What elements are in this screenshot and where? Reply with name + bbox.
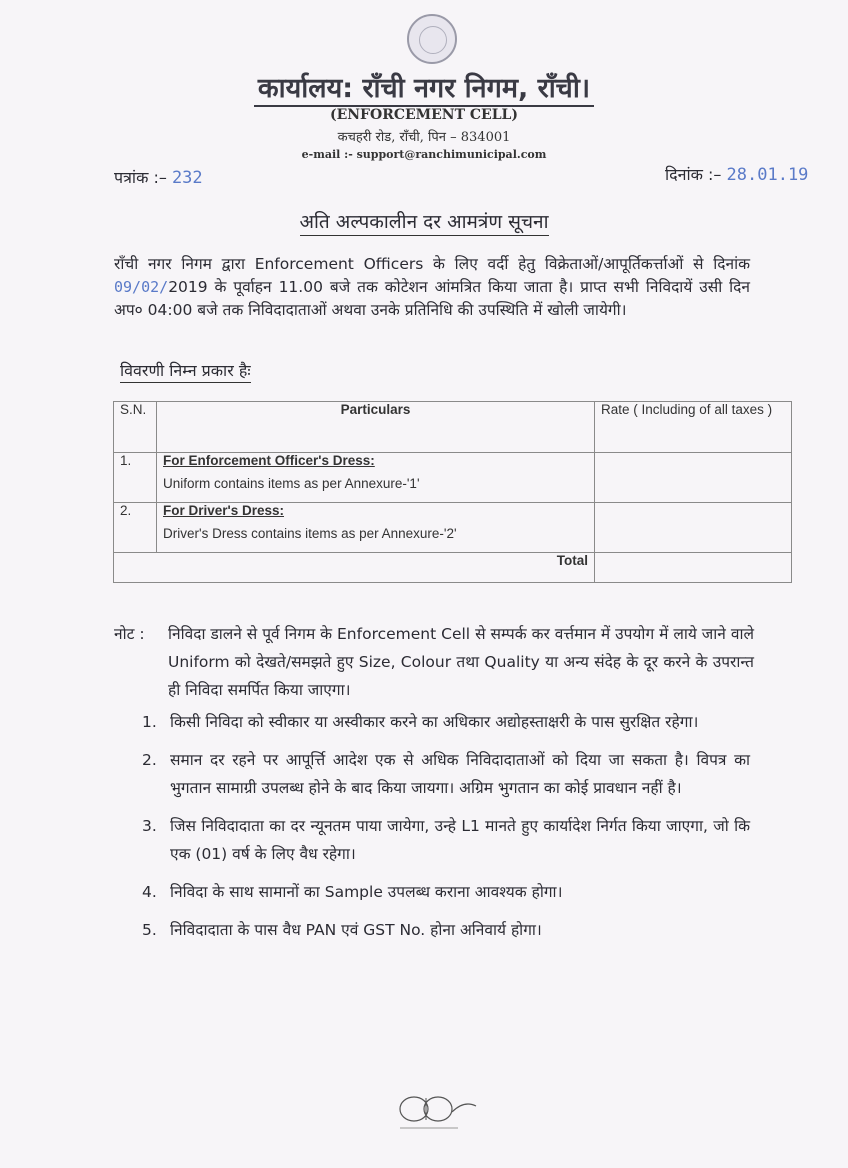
office-email: e-mail :- support@ranchimunicipal.com: [301, 148, 547, 161]
total-value: [595, 553, 792, 583]
date-label: दिनांक :–: [665, 165, 722, 184]
row-sn: 1.: [114, 453, 157, 503]
section-heading: विवरणी निम्न प्रकार हैः: [120, 359, 251, 383]
row-title: For Driver's Dress:: [163, 503, 285, 518]
row-rate: [595, 503, 792, 553]
row-particulars: [157, 503, 595, 553]
reference-label: पत्रांक :–: [114, 168, 167, 187]
date-value: 28.01.19: [726, 165, 809, 185]
emblem-seal-icon: [407, 14, 457, 64]
tender-date-handwritten: 09/02/: [114, 278, 169, 296]
office-title: कार्यालय: राँची नगर निगम, राँची।: [0, 68, 848, 105]
list-item: 1. किसी निविदा को स्वीकार या अस्वीकार करने का अधिकार अद्योहस्ताक्षरी के पास सुरक्षित रहेगा।: [142, 713, 699, 731]
reference-value: 232: [171, 168, 203, 188]
total-label: Total: [114, 553, 595, 583]
swachh-bharat-logo-icon: [388, 1092, 480, 1132]
notice-title: अति अल्पकालीन दर आमत्रंण सूचना: [0, 208, 848, 234]
note-label: नोट :: [114, 625, 145, 643]
list-item: 4. निविदा के साथ सामानों का Sample उपलब्ध कराना आवश्यक होगा।: [142, 883, 563, 901]
row-rate: [595, 453, 792, 503]
table-row: [114, 453, 792, 503]
note-text: निविदा डालने से पूर्व निगम के Enforcement Cell से सम्पर्क कर वर्त्तमान में उपयोग में लाये जाने वाले Uniform को देखते/समझते हुए Size, Colour तथा Quality या अन्य संदेह के दूर करने के उपरान्त ही निविदा समर्पित किया जाएगा।: [168, 625, 754, 699]
cell-name: (ENFORCEMENT CELL): [329, 107, 519, 123]
letter-date: [665, 163, 808, 185]
conditions-list: [114, 708, 750, 954]
list-item: 2. समान दर रहने पर आपूर्त्ति आदेश एक से अधिक निविदादाताओं को दिया जा सकता है। विपत्र का भुगतान सामाग्री उपलब्ध होने के बाद किया जायगा। अग्रिम भुगतान का कोई प्रावधान नहीं है।: [142, 751, 750, 797]
items-table: [113, 401, 792, 583]
header-sn: S.N.: [114, 402, 157, 453]
table-header-row: [114, 402, 792, 453]
table-row: [114, 503, 792, 553]
header-particulars: Particulars: [157, 402, 595, 453]
office-address: कचहरी रोड, राँची, पिन – 834001: [337, 130, 511, 145]
row-sn: 2.: [114, 503, 157, 553]
list-item: 5. निविदादाता के पास वैध PAN एवं GST No. होना अनिवार्य होगा।: [142, 921, 542, 939]
reference-number: [114, 166, 203, 188]
row-desc: Driver's Dress contains items as per Annexure-'2': [163, 526, 457, 541]
table-total-row: [114, 553, 792, 583]
header-rate: Rate ( Including of all taxes ): [595, 402, 792, 453]
row-particulars: [157, 453, 595, 503]
note-block: [114, 620, 754, 704]
row-desc: Uniform contains items as per Annexure-'1': [163, 476, 420, 491]
list-item: 3. जिस निविदादाता का दर न्यूनतम पाया जायेगा, उन्हे L1 मानते हुए कार्यादेश निर्गत किया जाएगा, जो कि एक (01) वर्ष के लिए वैध रहेगा।: [142, 817, 750, 863]
intro-paragraph: राँची नगर निगम द्वारा Enforcement Officers के लिए वर्दी हेतु विक्रेताओं/आपूर्तिकर्त्ताओं से दिनांक 09/02/2019 के पूर्वाहन 11.00 बजे तक कोटेशन आंमत्रित किया जाता है। प्राप्त सभी निविदायें उसी दिन अप० 04:00 बजे तक निविदादाताओं अथवा उनके प्रतिनिधि की उपस्थिति में खोली जायेगी।: [114, 255, 750, 319]
row-title: For Enforcement Officer's Dress:: [163, 453, 375, 468]
